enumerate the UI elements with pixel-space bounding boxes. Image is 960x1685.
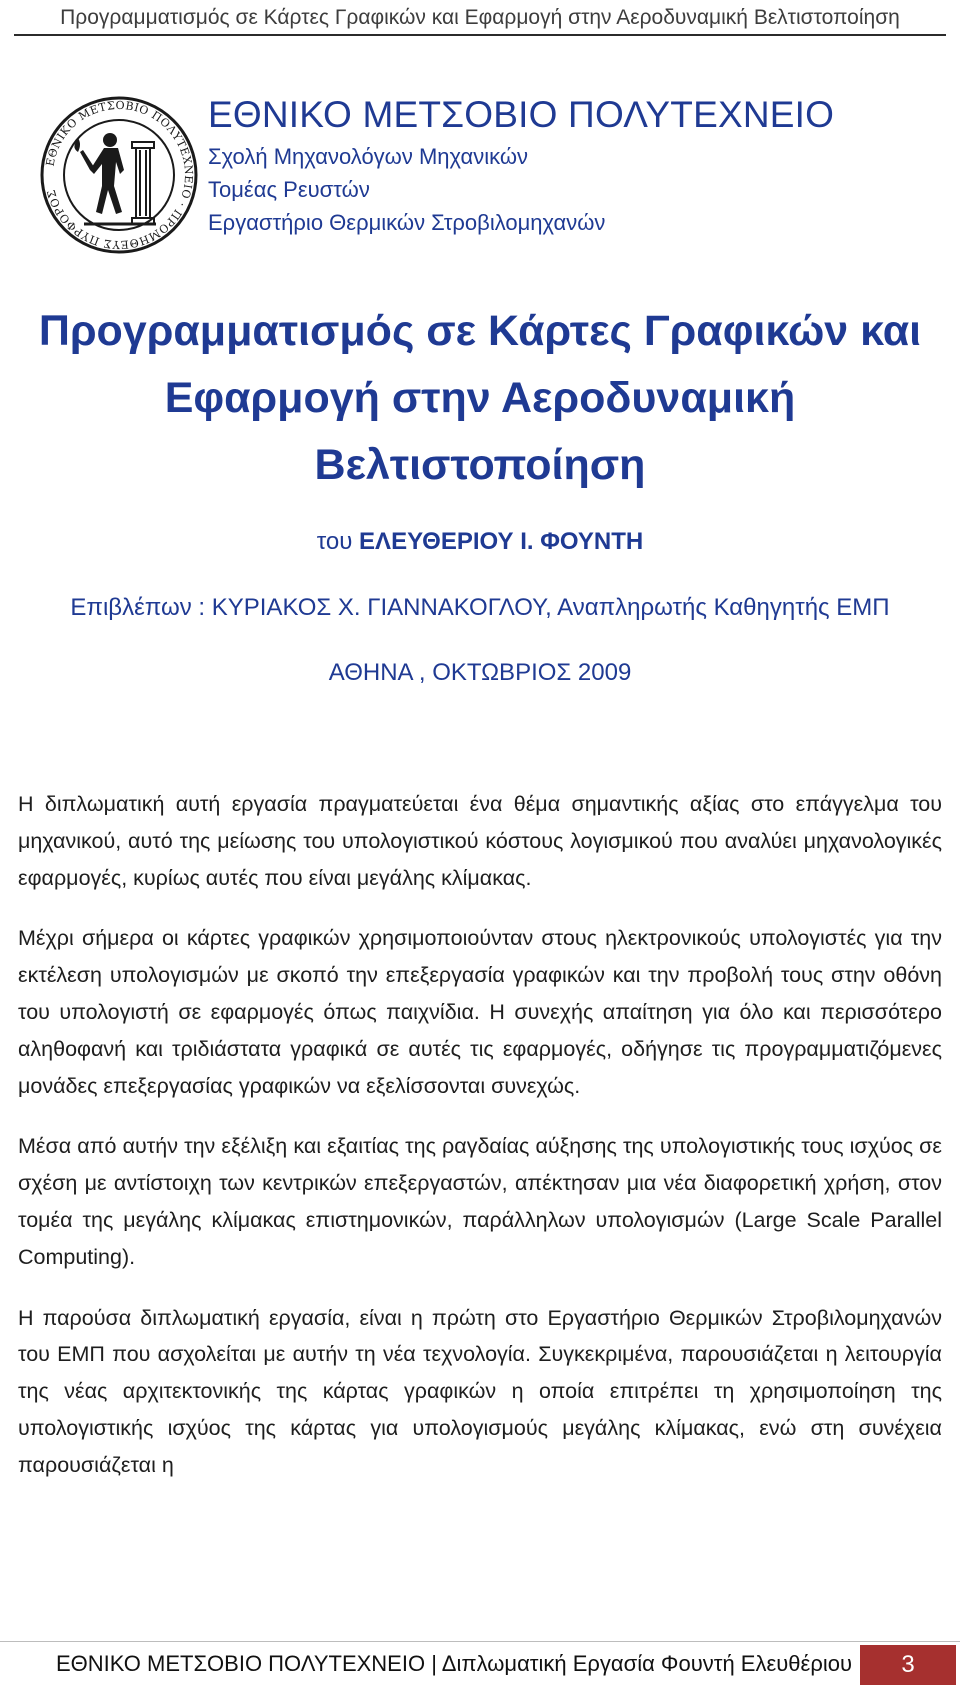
title-line-3: Βελτιστοποίηση <box>314 441 646 489</box>
header-divider <box>14 34 946 36</box>
title-line-1: Προγραμματισμός σε Κάρτες Γραφικών και <box>38 307 922 355</box>
ntua-seal-icon <box>40 90 198 260</box>
school-name: Σχολή Μηχανολόγων Μηχανικών <box>208 144 528 169</box>
abstract-body <box>18 786 942 1508</box>
page-number: 3 <box>860 1645 956 1685</box>
place-date: ΑΘΗΝΑ , ΟΚΤΩΒΡΙΟΣ 2009 <box>328 659 632 686</box>
supervisor-line: Επιβλέπων : ΚΥΡΙΑΚΟΣ Χ. ΓΙΑΝΝΑΚΟΓΛΟΥ, Αναπληρωτής Καθηγητής ΕΜΠ <box>70 594 890 621</box>
page-footer <box>0 1643 960 1685</box>
sector-name: Τομέας Ρευστών <box>208 177 370 202</box>
institution-name: ΕΘΝΙΚΟ ΜΕΤΣΟΒΙΟ ΠΟΛΥΤΕΧΝΕΙΟ <box>208 94 835 135</box>
paragraph: Μέσα από αυτήν την εξέλιξη και εξαιτίας της ραγδαίας αύξησης της υπολογιστικής τους ισχύος σε σχέση με αντίστοιχη των κεντρικών επεξεργαστών, απέκτησαν μια νέα διαφορετική χρήση, στον τομέα της μεγάλης κλίμακας επιστημονικών, παράλληλων υπολογισμών (Large Scale Parallel Computing). <box>18 1134 942 1269</box>
author-prefix: του <box>316 528 353 555</box>
footer-text: ΕΘΝΙΚΟ ΜΕΤΣΟΒΙΟ ΠΟΛΥΤΕΧΝΕΙΟ | Διπλωματική Εργασία Φουντή Ελευθέριου <box>56 1651 853 1676</box>
thesis-title <box>20 298 940 499</box>
paragraph: Η διπλωματική αυτή εργασία πραγματεύεται ένα θέμα σημαντικής αξίας στο επάγγελμα του μηχανικού, αυτό της μείωσης του υπολογιστικού κόστους λογισμικού που αναλύει μηχανολογικές εφαρμογές, κυρίως αυτές που είναι μεγάλης κλίμακας. <box>18 792 942 890</box>
paragraph: Μέχρι σήμερα οι κάρτες γραφικών χρησιμοποιούνταν στους ηλεκτρονικούς υπολογιστές για την εκτέλεση υπολογισμών με σκοπό την επεξεργασία γραφικών και την προβολή τους στην οθόνη του υπολογιστή σε εφαρμογές όπως παιχνίδια. Η συνεχής απαίτηση για όλο και περισσότερο αληθοφανή και τριδιάστατα γραφικά σε αυτές τις εφαρμογές, οδήγησε τις προγραμματιζόμενες μονάδες επεξεργασίας γραφικών να εξελίσσονται συνεχώς. <box>18 926 942 1098</box>
institution-block <box>208 90 908 239</box>
title-line-2: Εφαρμογή στην Αεροδυναμική <box>164 374 796 422</box>
author-name: ΕΛΕΥΘΕΡΙΟΥ Ι. ΦΟΥΝΤΗ <box>359 528 644 555</box>
paragraph: Η παρούσα διπλωματική εργασία, είναι η πρώτη στο Εργαστήριο Θερμικών Στροβιλομηχανών του ΕΜΠ που ασχολείται με αυτήν τη νέα τεχνολογία. Συγκεκριμένα, παρουσιάζεται η λειτουργία της νέας αρχιτεκτονικής της κάρτας γραφικών η οποία επιτρέπει τη χρησιμοποίηση της υπολογιστικής ισχύος της κάρτας για υπολογισμούς μεγάλης κλίμακας, ενώ στη συνέχεια παρουσιάζεται η <box>18 1305 942 1477</box>
lab-name: Εργαστήριο Θερμικών Στροβιλομηχανών <box>208 210 606 235</box>
footer-divider <box>0 1641 960 1642</box>
running-header: Προγραμματισμός σε Κάρτες Γραφικών και Εφαρμογή στην Αεροδυναμική Βελτιστοποίηση <box>60 6 900 29</box>
svg-text:ΕΘΝΙΚΟ ΜΕΤΣΟΒΙΟ ΠΟΛΥΤΕΧΝΕΙΟ ·: ΕΘΝΙΚΟ ΜΕΤΣΟΒΙΟ ΠΟΛΥΤΕΧΝΕΙΟ · ΠΡΟΜΗΘΕΥΣ ΠΥΡΦΟΡΟΣ <box>43 98 196 252</box>
author-line <box>20 528 940 556</box>
